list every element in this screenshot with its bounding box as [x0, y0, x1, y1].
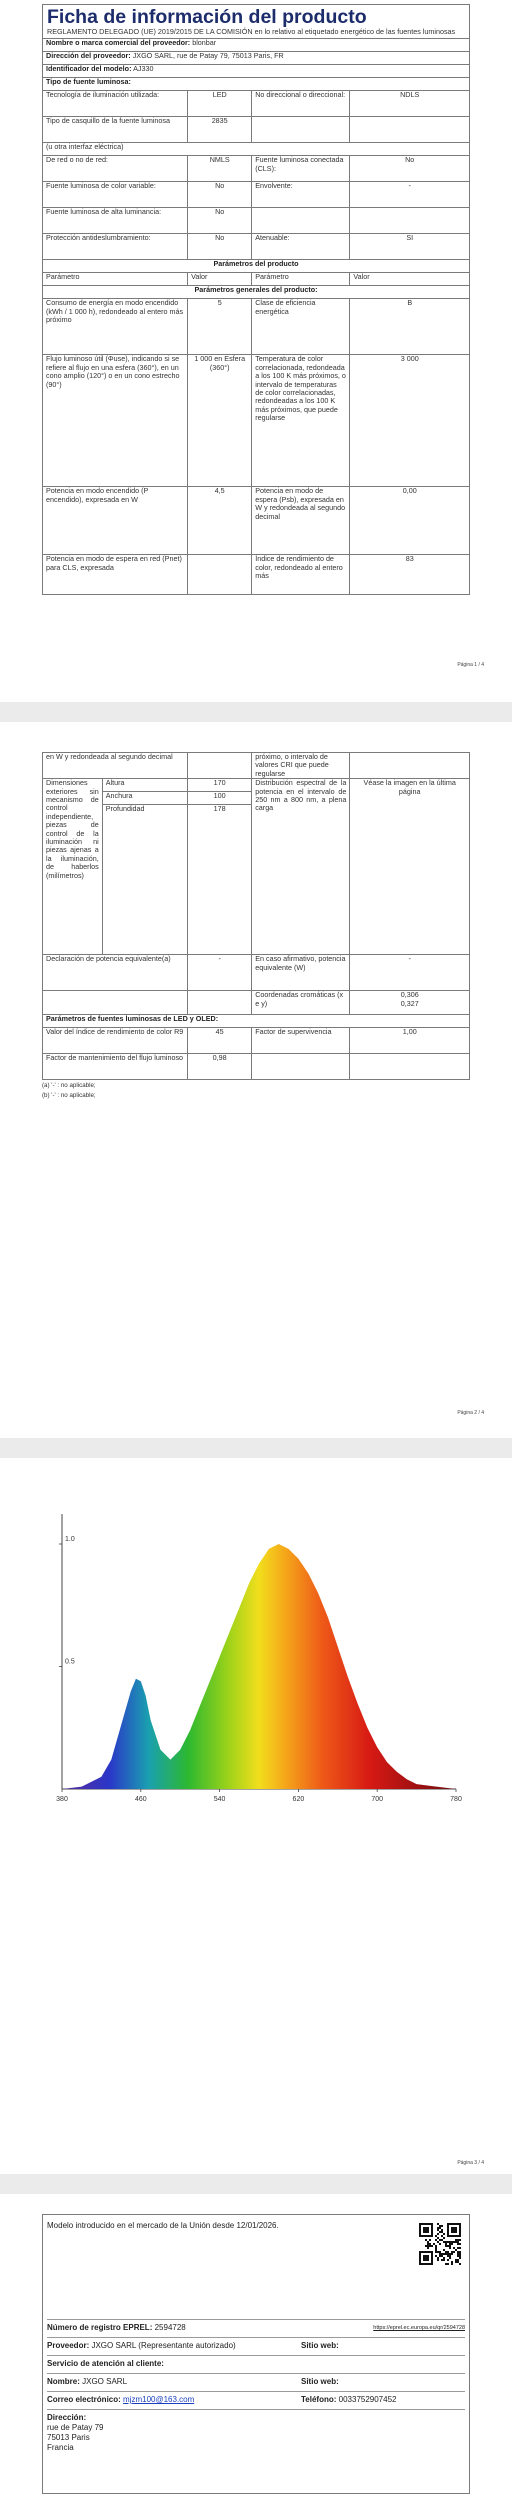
divider: [47, 2355, 465, 2356]
empty-cell: [188, 753, 252, 779]
contact-name-label: Nombre:: [47, 2377, 80, 2386]
qr-finder-pattern: [423, 2255, 429, 2261]
qr-module: [449, 2253, 451, 2255]
product-sheet-page-1: [42, 4, 470, 595]
qr-module: [429, 2243, 431, 2245]
cri-label: Índice de rendimiento de color, redondeado al entero más: [252, 555, 350, 595]
qr-module: [459, 2243, 461, 2245]
chroma-values: [350, 991, 470, 1015]
model-label: Identificador del modelo:: [46, 64, 132, 74]
empty-cell: [188, 555, 252, 595]
high-luminance-value: No: [188, 208, 252, 234]
standby-label: Potencia en modo de espera (Psb), expresada en W y redondeada al segundo decimal: [252, 487, 350, 555]
energy-label: Consumo de energía en modo encendido (kWh / 1 000 h), redondeado al entero más próximo: [43, 299, 188, 355]
antiglare-label: Protección antideslumbramiento:: [43, 234, 188, 260]
qr-module: [437, 2227, 439, 2229]
qr-module: [447, 2253, 449, 2255]
qr-module: [441, 2235, 443, 2237]
qr-module: [427, 2243, 429, 2245]
cri-cont: próximo, o intervalo de valores CRI que puede regularse: [252, 753, 350, 779]
qr-module: [441, 2255, 443, 2257]
width-label: Anchura: [102, 792, 187, 805]
qr-module: [459, 2247, 461, 2249]
note-b: (b) '-' : no aplicable;: [42, 1092, 96, 1100]
contact-name-value: JXGO SARL: [82, 2377, 128, 2386]
type-header: Tipo de fuente luminosa:: [43, 78, 470, 91]
qr-module: [447, 2263, 449, 2265]
mains-label: De red o no de red:: [43, 156, 188, 182]
qr-module: [437, 2257, 439, 2259]
qr-module: [427, 2241, 429, 2243]
y-tick-label: 1.0: [65, 1536, 75, 1543]
qr-module: [447, 2251, 449, 2253]
qr-module: [435, 2255, 437, 2257]
qr-module: [437, 2233, 439, 2235]
divider: [47, 2337, 465, 2338]
dimmable-value: SI: [350, 234, 470, 260]
y-tick-label: 0.5: [65, 1658, 75, 1666]
x-tick-label: 380: [56, 1796, 68, 1803]
dimensions-label: Dimensiones exteriores sin mecanismo de control independiente, piezas de control de la iluminación ni piezas ajenas a la iluminación, de haberlos (milímetros): [43, 779, 103, 955]
qr-module: [453, 2251, 455, 2253]
qr-module: [449, 2243, 451, 2245]
address-line-3: Francia: [47, 2443, 74, 2452]
energy-class-value: B: [350, 299, 470, 355]
page-1: [0, 0, 512, 702]
qr-module: [449, 2255, 451, 2257]
model-row: [43, 65, 470, 78]
qr-module: [425, 2245, 427, 2247]
qr-module: [459, 2253, 461, 2255]
chroma-label: Coordenadas cromáticas (x e y): [252, 991, 350, 1015]
x-tick-label: 620: [292, 1796, 305, 1803]
supplier-address-label: Dirección del proveedor:: [46, 51, 131, 61]
divider: [47, 2319, 465, 2320]
dimmable-label: Atenuable:: [252, 234, 350, 260]
qr-module: [453, 2241, 455, 2243]
qr-module: [457, 2259, 459, 2261]
power-on-value: 4,5: [188, 487, 252, 555]
qr-module: [425, 2239, 427, 2241]
cct-label: Temperatura de color correlacionada, redondeada a los 100 K más próximos, o intervalo de temperaturas de color correlacionadas, redondeadas a los 100 K más próximos, que puede regularse: [252, 355, 350, 487]
qr-module: [457, 2247, 459, 2249]
chroma-y: 0,327: [400, 998, 419, 1008]
email-label: Correo electrónico:: [47, 2395, 121, 2404]
params-header: Parámetros del producto: [43, 260, 470, 273]
qr-module: [455, 2261, 457, 2263]
qr-module: [435, 2247, 437, 2249]
qr-code-icon[interactable]: [419, 2223, 461, 2265]
phone-value: 0033752907452: [338, 2395, 397, 2404]
qr-module: [441, 2253, 443, 2255]
page-number: Página 3 / 4: [457, 2160, 484, 2166]
qr-module: [457, 2255, 459, 2257]
qr-module: [457, 2251, 459, 2253]
tech-value: LED: [188, 91, 252, 117]
divider: [47, 2409, 465, 2410]
eprel-row: [47, 2323, 186, 2333]
divider: [47, 2373, 465, 2374]
website-label-2: Sitio web:: [301, 2377, 339, 2386]
qr-module: [445, 2253, 447, 2255]
supplier-address-row: [43, 52, 470, 65]
cap-label: Tipo de casquillo de la fuente luminosa: [43, 117, 188, 143]
email-row: [47, 2395, 194, 2405]
energy-class-label: Clase de eficiencia energética: [252, 299, 350, 355]
qr-module: [455, 2249, 457, 2251]
r9-value: 45: [188, 1028, 252, 1054]
page-number: Página 1 / 4: [457, 662, 484, 668]
depth-value: 178: [188, 805, 252, 955]
mains-value: NMLS: [188, 156, 252, 182]
eprel-label: Número de registro EPREL:: [47, 2323, 153, 2332]
qr-module: [449, 2241, 451, 2243]
empty-cell: [252, 1054, 350, 1080]
qr-finder-pattern: [423, 2227, 429, 2233]
qr-module: [447, 2245, 449, 2247]
qr-module: [447, 2241, 449, 2243]
qr-module: [449, 2247, 451, 2249]
regulation-text: REGLAMENTO DELEGADO (UE) 2019/2015 DE LA COMISIÓN en lo relativo al etiquetado energético de las fuentes luminosas: [47, 27, 456, 36]
provider-value: JXGO SARL (Representante autorizado): [91, 2341, 236, 2350]
high-luminance-label: Fuente luminosa de alta luminancia:: [43, 208, 188, 234]
qr-module: [439, 2239, 441, 2241]
qr-module: [427, 2247, 429, 2249]
power-on-label: Potencia en modo encendido (P encendido), expresada en W: [43, 487, 188, 555]
supplier-address: JXGO SARL, rue de Patay 79, 75013 Paris, FR: [132, 51, 284, 61]
page-number: Página 2 / 4: [457, 1410, 484, 1416]
survival-label: Factor de supervivencia: [252, 1028, 350, 1054]
qr-module: [441, 2229, 443, 2231]
provider-label: Proveedor:: [47, 2341, 90, 2350]
eprel-link[interactable]: https://eprel.ec.europa.eu/qr/2594728: [373, 2325, 465, 2331]
product-table-page-1: [42, 38, 470, 595]
qr-module: [429, 2245, 431, 2247]
qr-finder-pattern: [451, 2227, 457, 2233]
qr-module: [437, 2251, 439, 2253]
qr-module: [439, 2243, 441, 2245]
qr-module: [443, 2233, 445, 2235]
cap-note: (u otra interfaz eléctrica): [43, 143, 470, 156]
qr-module: [443, 2259, 445, 2261]
qr-module: [435, 2251, 437, 2253]
qr-module: [459, 2255, 461, 2257]
qr-module: [439, 2255, 441, 2257]
qr-module: [441, 2259, 443, 2261]
qr-module: [435, 2249, 437, 2251]
qr-module: [437, 2229, 439, 2231]
qr-module: [437, 2241, 439, 2243]
envelope-label: Envolvente:: [252, 182, 350, 208]
height-value: 170: [188, 779, 252, 792]
service-header: Servicio de atención al cliente:: [47, 2359, 164, 2368]
tech-label: Tecnología de iluminación utilizada:: [43, 91, 188, 117]
qr-module: [445, 2251, 447, 2253]
qr-module: [449, 2245, 451, 2247]
depth-label: Profundidad: [102, 805, 187, 955]
directional-label: No direccional o direccional:: [252, 91, 350, 117]
model-id: AJ330: [133, 64, 154, 74]
page-2: [0, 722, 512, 1438]
general-header: Parámetros generales del producto:: [43, 286, 470, 299]
phone-label: Teléfono:: [301, 2395, 337, 2404]
envelope-value: -: [350, 182, 470, 208]
empty-cell: [350, 117, 470, 143]
empty-cell: [350, 208, 470, 234]
qr-module: [431, 2245, 433, 2247]
page-4: [0, 2194, 512, 2510]
spd-value: Véase la imagen en la última página: [350, 779, 470, 955]
address-line-2: 75013 Paris: [47, 2433, 90, 2442]
empty-cell: [252, 208, 350, 234]
qr-module: [451, 2251, 453, 2253]
page-title: Ficha de información del producto: [47, 6, 367, 28]
antiglare-value: No: [188, 234, 252, 260]
page-3: [0, 1458, 512, 2174]
qr-module: [457, 2243, 459, 2245]
maintenance-label: Factor de mantenimiento del flujo luminoso: [43, 1054, 188, 1080]
colour-tunable-value: No: [188, 182, 252, 208]
directional-value: NDLS: [350, 91, 470, 117]
x-tick-label: 460: [134, 1796, 147, 1803]
qr-module: [439, 2227, 441, 2229]
address-label: Dirección:: [47, 2413, 87, 2422]
qr-module: [439, 2225, 441, 2227]
qr-module: [447, 2259, 449, 2261]
net-standby-cont: en W y redondeada al segundo decimal: [43, 753, 188, 779]
contact-name-row: [47, 2377, 127, 2387]
r9-label: Valor del índice de rendimiento de color R9: [43, 1028, 188, 1054]
phone-row: [301, 2395, 396, 2405]
product-table-page-2: [42, 752, 470, 1080]
width-value: 100: [188, 792, 252, 805]
email-link[interactable]: mjzm100@163.com: [123, 2395, 195, 2404]
qr-module: [441, 2225, 443, 2227]
qr-module: [445, 2241, 447, 2243]
cap-value: 2835: [188, 117, 252, 143]
x-tick-label: 700: [371, 1796, 384, 1803]
flux-label: Flujo luminoso útil (Φuse), indicando si se refiere al flujo en una esfera (360°), en un cono amplio (120°) o en un cono estrecho (90°): [43, 355, 188, 487]
spectrum-chart: [42, 1494, 470, 1816]
product-sheet-page-2: [42, 752, 470, 1100]
spd-label: Distribución espectral de la potencia en el intervalo de 250 nm a 800 nm, a plena carga: [252, 779, 350, 955]
address-line-1: rue de Patay 79: [47, 2423, 104, 2432]
qr-module: [457, 2239, 459, 2241]
empty-cell: [43, 991, 188, 1015]
qr-module: [445, 2243, 447, 2245]
qr-module: [443, 2237, 445, 2239]
qr-module: [439, 2253, 441, 2255]
maintenance-value: 0,98: [188, 1054, 252, 1080]
qr-module: [447, 2255, 449, 2257]
qr-module: [437, 2223, 439, 2225]
qr-module: [451, 2263, 453, 2265]
empty-cell: [252, 117, 350, 143]
col-param: Parámetro: [252, 273, 350, 286]
height-label: Altura: [102, 779, 187, 792]
survival-value: 1,00: [350, 1028, 470, 1054]
cls-value: No: [350, 156, 470, 182]
spectrum-svg: [42, 1494, 470, 1816]
led-header: Parámetros de fuentes luminosas de LED y OLED:: [43, 1015, 470, 1028]
equiv-power-label: En caso afirmativo, potencia equivalente (W): [252, 955, 350, 991]
qr-module: [457, 2241, 459, 2243]
qr-module: [441, 2239, 443, 2241]
qr-module: [443, 2257, 445, 2259]
equiv-label: Declaración de potencia equivalente(a): [43, 955, 188, 991]
net-standby-label: Potencia en modo de espera en red (Pnet) para CLS, expresada: [43, 555, 188, 595]
qr-module: [427, 2245, 429, 2247]
empty-cell: [350, 753, 470, 779]
qr-module: [455, 2259, 457, 2261]
standby-value: 0,00: [350, 487, 470, 555]
qr-module: [455, 2239, 457, 2241]
spectrum-area: [62, 1544, 456, 1789]
supplier-name-row: [43, 39, 470, 52]
col-param: Parámetro: [43, 273, 188, 286]
qr-module: [443, 2241, 445, 2243]
empty-cell: [188, 991, 252, 1015]
x-tick-label: 780: [450, 1796, 462, 1803]
supplier-info-box: [42, 2214, 470, 2494]
equiv-value: -: [188, 955, 252, 991]
qr-module: [457, 2253, 459, 2255]
qr-module: [459, 2257, 461, 2259]
qr-module: [435, 2239, 437, 2241]
qr-module: [459, 2251, 461, 2253]
col-value: Valor: [350, 273, 470, 286]
supplier-name: blonbar: [192, 38, 217, 48]
x-tick-label: 540: [213, 1796, 226, 1803]
qr-module: [437, 2259, 439, 2261]
qr-module: [439, 2251, 441, 2253]
qr-module: [445, 2263, 447, 2265]
qr-module: [445, 2245, 447, 2247]
qr-module: [443, 2253, 445, 2255]
qr-module: [455, 2241, 457, 2243]
qr-module: [435, 2245, 437, 2247]
supplier-name-label: Nombre o marca comercial del proveedor:: [46, 38, 191, 48]
qr-module: [451, 2241, 453, 2243]
qr-module: [451, 2243, 453, 2245]
qr-module: [451, 2253, 453, 2255]
divider: [47, 2391, 465, 2392]
qr-module: [443, 2249, 445, 2251]
qr-module: [437, 2237, 439, 2239]
chroma-x: 0,306: [400, 990, 419, 1000]
flux-value: 1 000 en Esfera (360°): [188, 355, 252, 487]
equiv-power-value: -: [350, 955, 470, 991]
colour-tunable-label: Fuente luminosa de color variable:: [43, 182, 188, 208]
qr-module: [439, 2231, 441, 2233]
qr-module: [453, 2247, 455, 2249]
market-date: Modelo introducido en el mercado de la Unión desde 12/01/2026.: [47, 2221, 279, 2230]
qr-module: [457, 2261, 459, 2263]
cri-value: 83: [350, 555, 470, 595]
qr-module: [459, 2263, 461, 2265]
title-box: [42, 4, 470, 38]
cct-value: 3 000: [350, 355, 470, 487]
qr-module: [433, 2243, 435, 2245]
qr-module: [449, 2257, 451, 2259]
qr-module: [435, 2235, 437, 2237]
eprel-value: 2594728: [154, 2323, 186, 2332]
qr-module: [429, 2239, 431, 2241]
qr-module: [459, 2239, 461, 2241]
qr-module: [441, 2231, 443, 2233]
col-value: Valor: [188, 273, 252, 286]
qr-module: [451, 2261, 453, 2263]
website-label: Sitio web:: [301, 2341, 339, 2350]
note-a: (a) '-' : no aplicable;: [42, 1082, 96, 1090]
empty-cell: [350, 1054, 470, 1080]
provider-row: [47, 2341, 236, 2351]
cls-label: Fuente luminosa conectada (CLS):: [252, 156, 350, 182]
energy-value: 5: [188, 299, 252, 355]
